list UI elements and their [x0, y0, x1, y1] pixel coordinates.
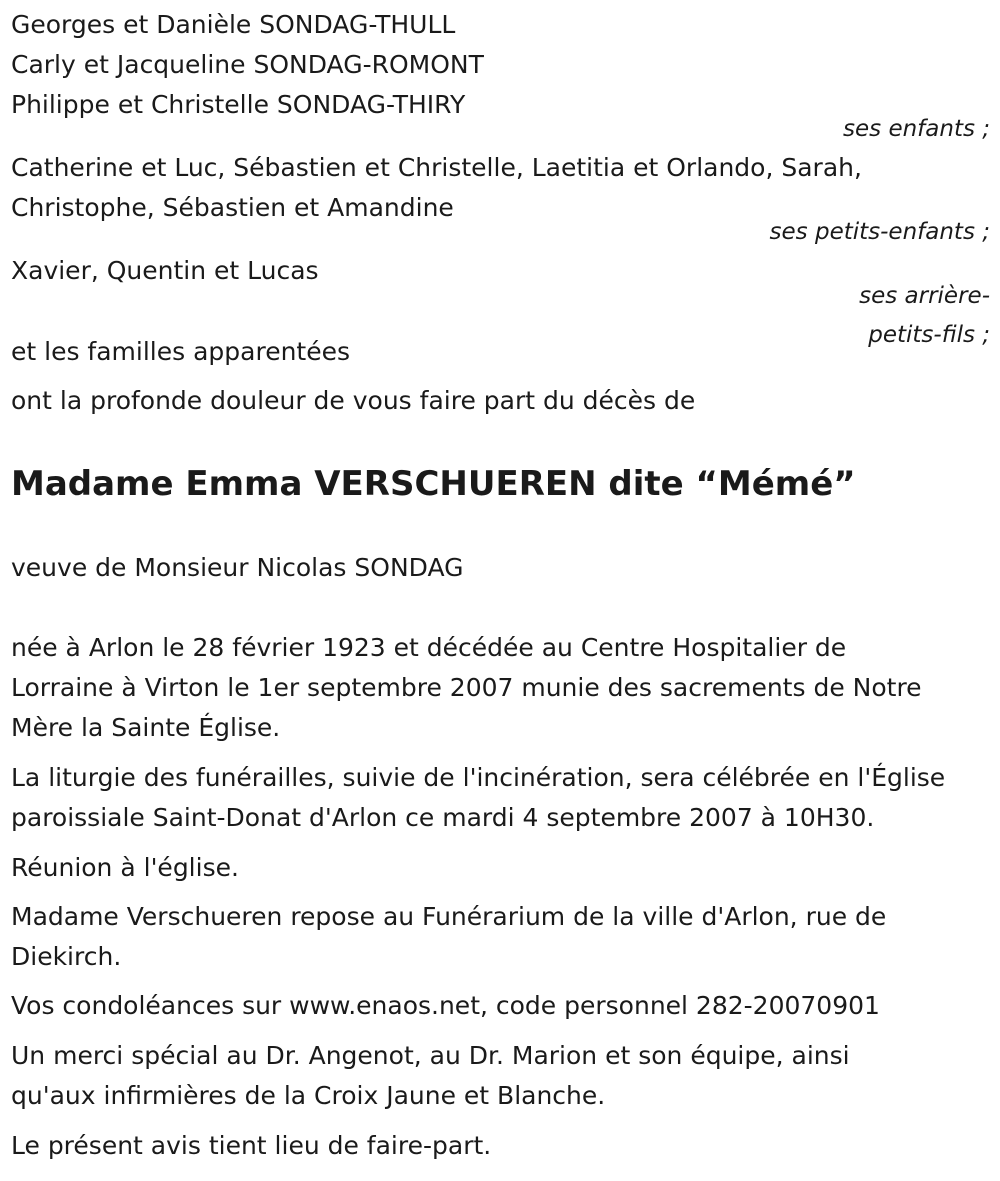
birth-death-line-1: née à Arlon le 28 février 1923 et décédée au Centre Hospitalier de — [11, 633, 847, 662]
repose-line-2: Diekirch. — [11, 942, 122, 971]
grandchildren-label: ses petits-enfants ; — [769, 219, 990, 245]
widow-of-line: veuve de Monsieur Nicolas SONDAG — [11, 553, 464, 582]
child-line-1: Georges et Danièle SONDAG-THULL — [11, 10, 456, 39]
families-line: et les familles apparentées — [11, 337, 351, 366]
great-grandchildren-label-2: petits-fils ; — [868, 322, 990, 348]
child-line-3: Philippe et Christelle SONDAG-THIRY — [11, 90, 466, 119]
thanks-line-2: qu'aux infirmières de la Croix Jaune et Blanche. — [11, 1081, 606, 1110]
child-line-2: Carly et Jacqueline SONDAG-ROMONT — [11, 50, 484, 79]
grandchildren-line-1: Catherine et Luc, Sébastien et Christelle, Laetitia et Orlando, Sarah, — [11, 153, 862, 182]
children-label: ses enfants ; — [843, 116, 990, 142]
birth-death-line-2: Lorraine à Virton le 1er septembre 2007 munie des sacrements de Notre — [11, 673, 922, 702]
birth-death-line-3: Mère la Sainte Église. — [11, 713, 281, 742]
great-grandchildren-line: Xavier, Quentin et Lucas — [11, 256, 319, 285]
meeting-line: Réunion à l'église. — [11, 853, 239, 882]
grandchildren-line-2: Christophe, Sébastien et Amandine — [11, 193, 454, 222]
deceased-name: Madame Emma VERSCHUEREN dite “Mémé” — [11, 464, 856, 504]
condolences-line: Vos condoléances sur www.enaos.net, code personnel 282-20070901 — [11, 991, 880, 1020]
repose-line-1: Madame Verschueren repose au Funérarium de la ville d'Arlon, rue de — [11, 902, 887, 931]
thanks-line-1: Un merci spécial au Dr. Angenot, au Dr. Marion et son équipe, ainsi — [11, 1041, 850, 1070]
liturgy-line-1: La liturgie des funérailles, suivie de l'incinération, sera célébrée en l'Église — [11, 763, 946, 792]
announcement-line: ont la profonde douleur de vous faire part du décès de — [11, 386, 696, 415]
notice-line: Le présent avis tient lieu de faire-part. — [11, 1131, 492, 1160]
great-grandchildren-label-1: ses arrière- — [859, 283, 990, 309]
liturgy-line-2: paroissiale Saint-Donat d'Arlon ce mardi 4 septembre 2007 à 10H30. — [11, 803, 875, 832]
